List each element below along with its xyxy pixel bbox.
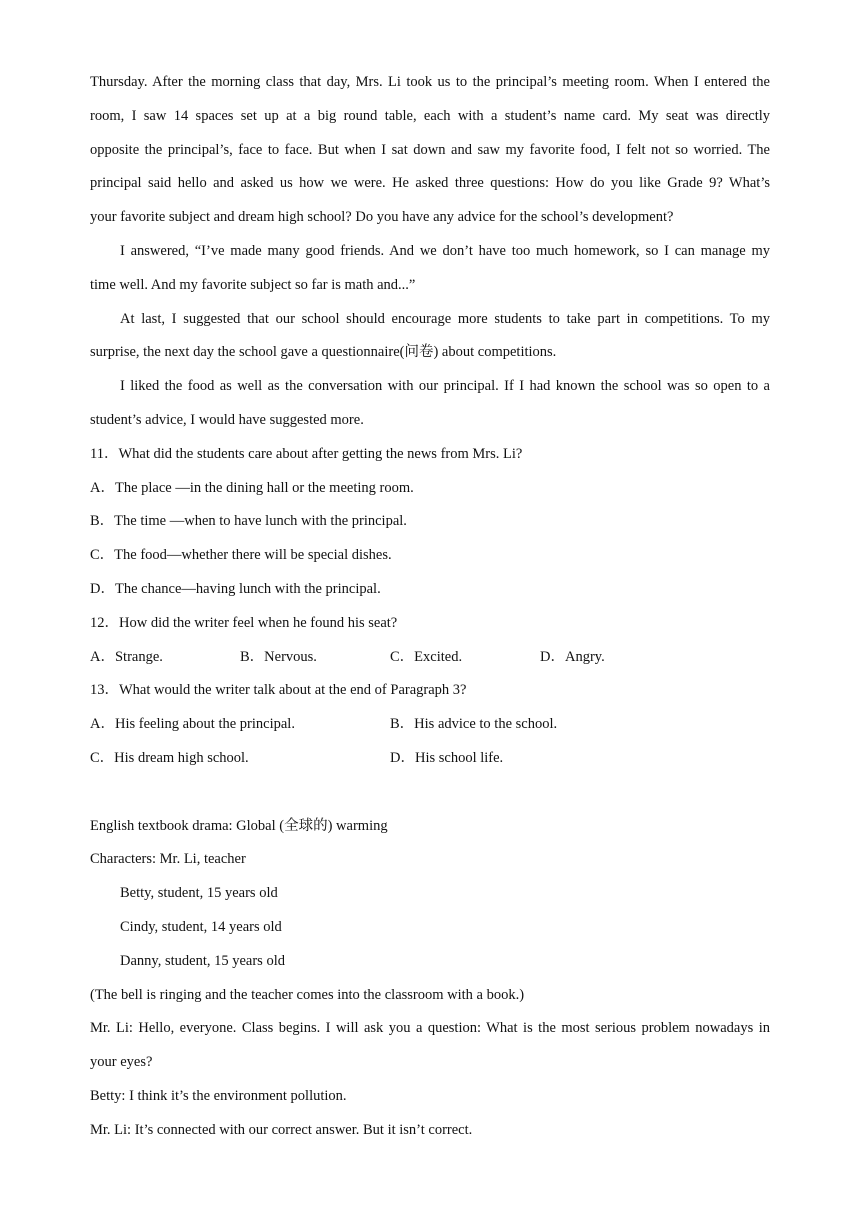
passage-line: principal said hello and asked us how we were. He asked three questions: How do you like Grade 9? What’s — [90, 175, 770, 192]
section-spacer — [90, 776, 770, 810]
answer-option: B．Nervous. — [240, 648, 317, 665]
question-stem: 13．What would the writer talk about at the end of Paragraph 3? — [90, 682, 467, 699]
drama-title: English textbook drama: Global (全球的) warming — [90, 817, 388, 834]
dialogue-line: Mr. Li: Hello, everyone. Class begins. I will ask you a question: What is the most serious problem nowadays in — [90, 1020, 770, 1037]
answer-option: C．The food—whether there will be special dishes. — [90, 547, 392, 564]
passage-line: I answered, “I’ve made many good friends. And we don’t have too much homework, so I can manage my — [120, 242, 770, 259]
answer-option: A．Strange. — [90, 648, 163, 665]
answer-option: B．His advice to the school. — [390, 716, 558, 733]
answer-option: B．The time —when to have lunch with the principal. — [90, 513, 407, 530]
paragraph — [90, 370, 770, 438]
answer-option: A．The place —in the dining hall or the meeting room. — [90, 479, 414, 496]
drama-passage — [90, 810, 770, 1148]
options-row — [90, 641, 770, 675]
paragraph — [90, 66, 770, 235]
character-entry: Cindy, student, 14 years old — [120, 918, 282, 935]
character-entry: Danny, student, 15 years old — [120, 952, 285, 969]
passage-line: your favorite subject and dream high school? Do you have any advice for the school’s development? — [90, 209, 674, 226]
passage-line: At last, I suggested that our school should encourage more students to take part in competitions. To my — [120, 310, 770, 327]
answer-option: C．Excited. — [390, 648, 463, 665]
answer-option: D．His school life. — [390, 749, 504, 766]
passage-line: surprise, the next day the school gave a questionnaire(问卷) about competitions. — [90, 344, 557, 361]
passage-line: opposite the principal’s, face to face. But when I sat down and saw my favorite food, I felt not so worried. The — [90, 141, 770, 158]
reading-passage — [90, 66, 770, 438]
characters-intro: Characters: Mr. Li, teacher — [90, 851, 246, 868]
options-row — [90, 708, 770, 742]
character-entry: Betty, student, 15 years old — [120, 885, 278, 902]
dialogue-line: your eyes? — [90, 1054, 153, 1071]
options-row — [90, 742, 770, 776]
dialogue-line: Betty: I think it’s the environment pollution. — [90, 1087, 347, 1104]
answer-option: D．Angry. — [540, 648, 605, 665]
paragraph — [90, 235, 770, 303]
question-13 — [90, 674, 770, 775]
passage-line: time well. And my favorite subject so far is math and...” — [90, 276, 416, 293]
answer-option: A．His feeling about the principal. — [90, 716, 295, 733]
question-stem: 12．How did the writer feel when he found his seat? — [90, 614, 398, 631]
passage-line: I liked the food as well as the conversation with our principal. If I had known the school was so open to a — [120, 378, 770, 395]
passage-line: Thursday. After the morning class that day, Mrs. Li took us to the principal’s meeting room. When I entered the — [90, 74, 770, 90]
passage-line: room, I saw 14 spaces set up at a big round table, each with a student’s name card. My seat was directly — [90, 107, 770, 124]
answer-option: D．The chance—having lunch with the principal. — [90, 580, 381, 597]
question-12 — [90, 607, 770, 675]
answer-option: C．His dream high school. — [90, 749, 249, 766]
paragraph — [90, 303, 770, 371]
question-11 — [90, 438, 770, 607]
stage-direction: (The bell is ringing and the teacher comes into the classroom with a book.) — [90, 986, 525, 1003]
dialogue-line: Mr. Li: It’s connected with our correct answer. But it isn’t correct. — [90, 1121, 473, 1138]
page-content — [90, 66, 770, 1148]
passage-line: student’s advice, I would have suggested more. — [90, 411, 364, 428]
question-stem: 11．What did the students care about after getting the news from Mrs. Li? — [90, 445, 523, 462]
